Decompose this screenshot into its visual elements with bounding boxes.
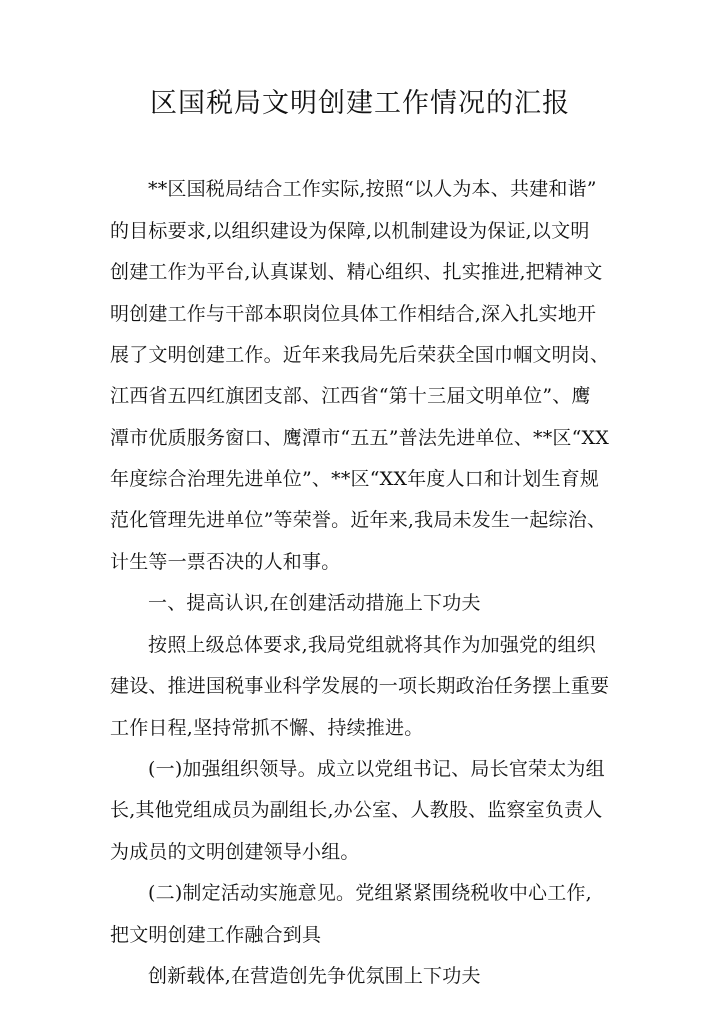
section-heading: 创新载体,在营造创先争优氛围上下功夫 [148, 965, 481, 987]
paragraph-line: 展了文明创建工作。近年来我局先后荣获全国巾帼文明岗、 [110, 344, 610, 366]
section-heading: 一、提高认识,在创建活动措施上下功夫 [148, 592, 481, 614]
paragraph-line: 工作日程,坚持常抓不懈、持续推进。 [110, 717, 424, 739]
paragraph-line: 年度综合治理先进单位”、**区“XX年度人口和计划生育规 [110, 468, 600, 490]
paragraph-line: 江西省五四红旗团支部、江西省“第十三届文明单位”、鹰 [110, 385, 591, 407]
paragraph-line: **区国税局结合工作实际,按照“以人为本、共建和谐” [148, 178, 597, 200]
paragraph-line: 为成员的文明创建领导小组。 [110, 841, 360, 863]
paragraph-line: 把文明创建工作融合到具 [110, 924, 322, 946]
paragraph-line: 按照上级总体要求,我局党组就将其作为加强党的组织 [148, 634, 596, 656]
paragraph-line: 潭市优质服务窗口、鹰潭市“五五”普法先进单位、**区“XX [110, 427, 609, 449]
paragraph-line: (二)制定活动实施意见。党组紧紧围绕税收中心工作, [148, 882, 592, 904]
document-title: 区国税局文明创建工作情况的汇报 [150, 88, 570, 119]
paragraph-line: (一)加强组织领导。成立以党组书记、局长官荣太为组 [148, 758, 605, 780]
paragraph-line: 创建工作为平台,认真谋划、精心组织、扎实推进,把精神文 [110, 261, 603, 283]
paragraph-line: 计生等一票否决的人和事。 [110, 551, 341, 573]
paragraph-line: 明创建工作与干部本职岗位具体工作相结合,深入扎实地开 [110, 303, 597, 325]
paragraph-line: 长,其他党组成员为副组长,办公室、人教股、监察室负责人 [110, 799, 603, 821]
paragraph-line: 的目标要求,以组织建设为保障,以机制建设为保证,以文明 [110, 220, 590, 242]
paragraph-line: 建设、推进国税事业科学发展的一项长期政治任务摆上重要 [110, 675, 610, 697]
paragraph-line: 范化管理先进单位”等荣誉。近年来,我局未发生一起综治、 [110, 509, 607, 531]
